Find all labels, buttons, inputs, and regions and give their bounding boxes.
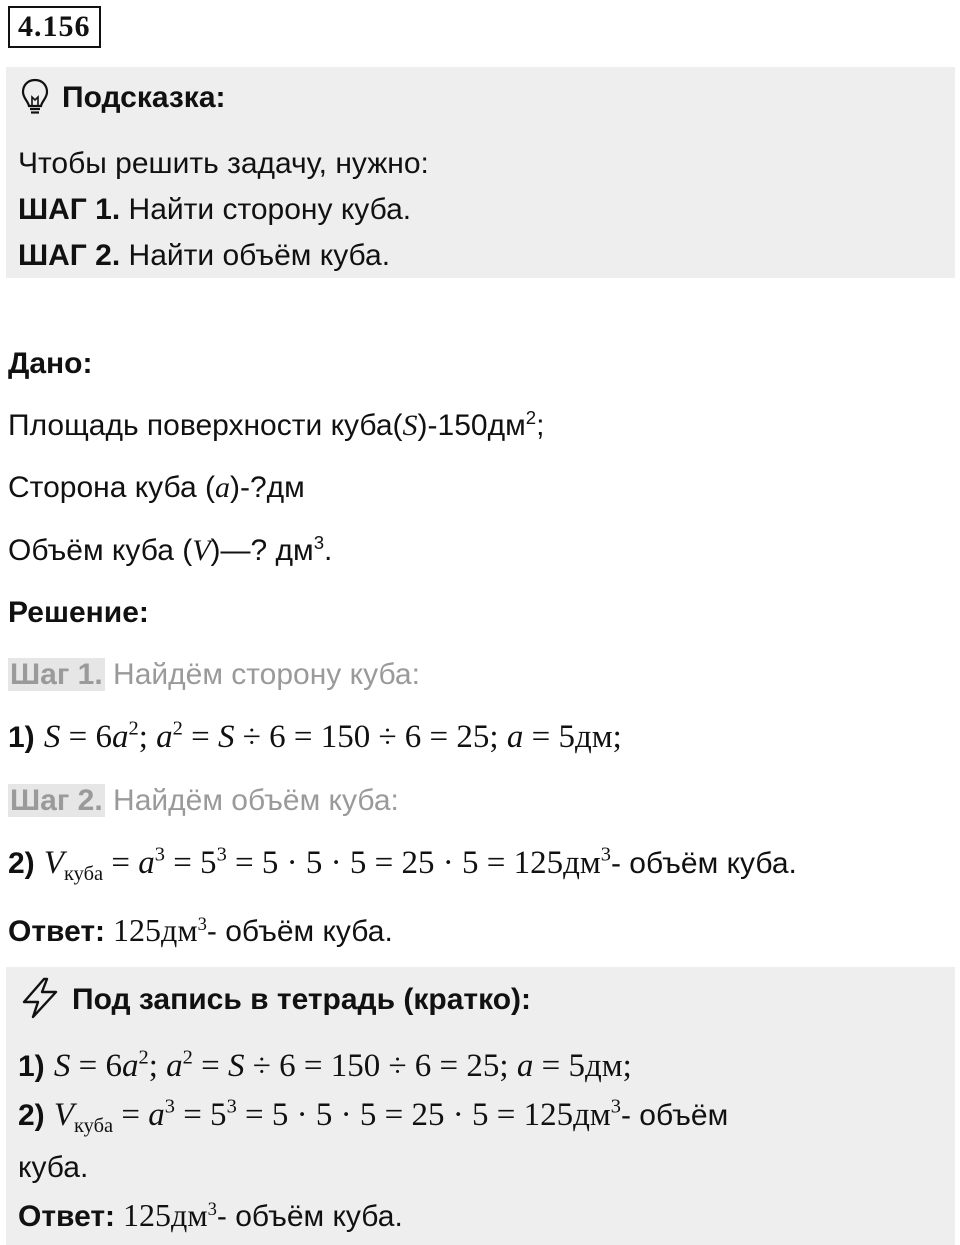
given-volume: Объём куба (V)—? $дм^3$. [8,531,333,567]
given-title: Дано: [8,347,93,380]
short-answer: Ответ: $125дм^3-$ объём куба. [18,1197,403,1233]
given-side: Сторона куба (a)-?дм [8,471,305,504]
solution-step-2 [8,783,399,819]
step-text: Найдём сторону куба: [104,658,420,691]
solution-title: Решение: [8,596,149,629]
hint-step-label: ШАГ 2. [18,239,121,272]
solution-equation-2: 2) $V_{куба} = a^3 = 5^3 = 5 \cdot 5 \cdot 5 = 25 \cdot 5 = 125дм^3-$ объём куба. [8,843,797,886]
step-label: Шаг 1. [10,658,103,691]
hint-title: Подсказка: [62,81,226,114]
solution-equation-1: 1) $S = 6a^2$; $a^2 = S \div 6 = 150 \div 6 = 25$; a = 5дм; [8,717,622,755]
short-equation-2: 2) $V_{куба} = a^3 = 5^3 = 5 \cdot 5 \cdot 5 = 25 \cdot 5 = 125дм^3-$ объём [18,1095,729,1138]
short-notes-title: Под запись в тетрадь (кратко): [72,983,532,1016]
solution-step-1 [8,657,420,693]
hint-step-label: ШАГ 1. [18,193,121,226]
hint-step-1 [18,192,411,228]
step-text: Найдём объём куба: [104,784,399,817]
short-equation-2-wrap: куба. [18,1151,89,1184]
task-number: 4.156 [8,6,101,48]
lightning-icon [20,977,60,1019]
lightbulb-icon [20,78,50,116]
hint-step-text: Найти объём куба. [120,239,391,272]
hint-intro: Чтобы решить задачу, нужно: [18,147,429,180]
hint-step-text: Найти сторону куба. [120,193,412,226]
hint-step-2 [18,238,390,274]
given-surface-area: Площадь поверхности $куба(S)-150дм^2$; [8,406,545,442]
solution-answer: Ответ: $125дм^3-$ объём куба. [8,912,393,948]
step-label: Шаг 2. [10,784,103,817]
short-equation-1: 1) $S = 6a^2$; $a^2 = S \div 6 = 150 \div 6 = 25$; a = 5дм; [18,1046,632,1084]
